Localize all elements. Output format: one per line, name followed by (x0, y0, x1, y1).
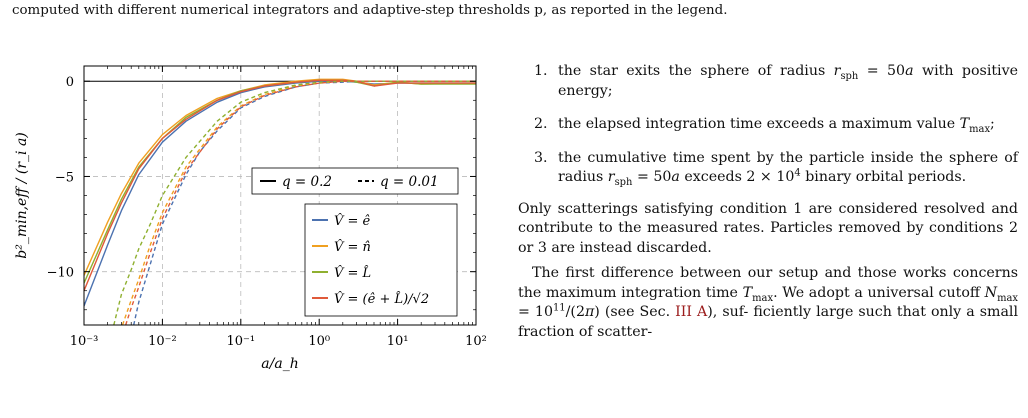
legend-series-label: V̂ = ê (334, 214, 371, 229)
condition-item-2 (518, 115, 1018, 135)
x-tick-label: 10¹ (386, 334, 409, 349)
paragraph-max-time-text: The first difference between our setup and those works concerns the maximum integration time $T_{max}$. We adopt a universal cutoff $N_{max} = 10^{11}/(2\pi)$ (see Sec. III A), suf- (518, 265, 1018, 320)
y-axis-label: b²_min,eff / (r_i a) (14, 132, 30, 259)
legend-layer (252, 168, 458, 316)
x-tick-label: 10⁻¹ (226, 334, 256, 349)
figure-caption-tail: computed with different numerical integrators and adaptive-step thresholds p, as reported in the legend. (12, 3, 728, 18)
x-tick-label: 10⁻³ (69, 334, 99, 349)
x-tick-label: 10⁰ (308, 334, 331, 349)
condition-number: 1. (534, 63, 548, 79)
y-tick-label: −5 (54, 170, 74, 186)
legend-series-label: V̂ = n̂ (334, 240, 371, 255)
x-tick-label: 10⁻² (148, 334, 177, 349)
conditions-list (518, 62, 1018, 188)
condition-item-3 (518, 149, 1018, 188)
condition-number: 3. (534, 149, 548, 166)
y-tick-label: −10 (46, 265, 74, 281)
paragraph-max-time-cutoff: ficiently large such that only a small fraction of scatter- (518, 304, 1018, 340)
paragraph-resolved: Only scatterings satisfying condition 1 are considered resolved and contribute to the measured rates. Particles removed by conditions 2 or 3 are instead discarded. (518, 200, 1018, 256)
condition-item-1 (518, 62, 1018, 101)
legend-linestyle-label: q = 0.2 (282, 174, 333, 190)
condition-text: the cumulative time spent by the particle inside the sphere of radius $r_{sph} = 50a$ exceeds $2 \times 10^4$ binary orbital periods. (558, 149, 1018, 188)
legend-series-label: V̂ = L̂ (334, 266, 372, 281)
figure-chart (0, 0, 500, 418)
x-tick-label: 10² (465, 334, 487, 349)
condition-number: 2. (534, 116, 548, 132)
condition-text: the elapsed integration time exceeds a maximum value $T_{max}$; (558, 116, 995, 135)
x-axis-label: a/a_h (261, 356, 299, 372)
legend-linestyle-label: q = 0.01 (380, 174, 439, 190)
condition-text: the star exits the sphere of radius $r_{sph} = 50a$ with positive energy; (558, 63, 1019, 99)
y-tick-label: 0 (65, 75, 74, 91)
body-text-column (518, 62, 1018, 342)
paragraph-max-time (518, 264, 1018, 342)
legend-series-label: V̂ = (ê + L̂)/√2 (334, 292, 430, 307)
